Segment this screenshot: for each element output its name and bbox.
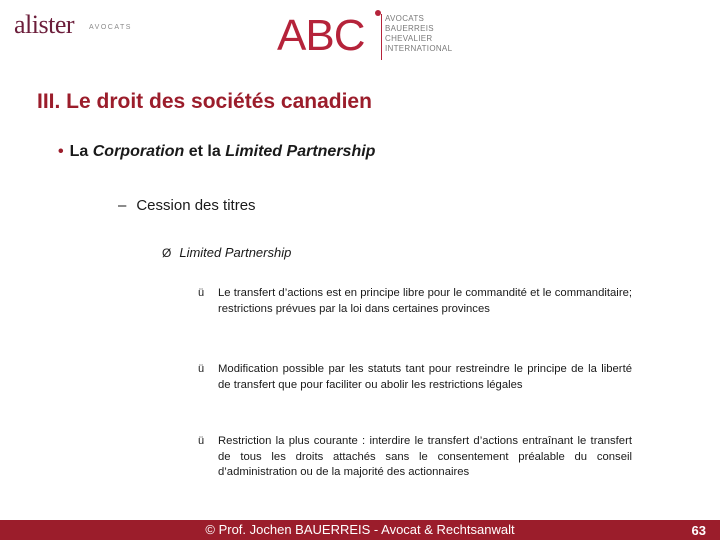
- level1-text-corporation: Corporation: [92, 143, 185, 160]
- slide-header: [0, 0, 720, 70]
- level3-arrow-item: [162, 245, 291, 260]
- check-item-text: Modification possible par les statuts tant pour restreindre le principe de la liberté de transfert que pour faciliter ou abolir les restrictions légales: [218, 363, 632, 391]
- abci-logo-line-1: AVOCATS: [385, 14, 425, 23]
- abci-logo-line-3: CHEVALIER: [385, 34, 433, 43]
- page-number: 63: [691, 523, 706, 538]
- level1-text-part1: La: [69, 143, 93, 160]
- dash-icon: –: [118, 197, 127, 214]
- footer-copyright: © Prof. Jochen BAUERREIS - Avocat & Rechtsanwalt: [205, 522, 515, 537]
- slide-title: III. Le droit des sociétés canadien: [37, 90, 372, 113]
- check-item-text: Le transfert d’actions est en principe libre pour le commandité et le commanditaire; restrictions prévues par la loi dans certaines provinces: [218, 287, 632, 315]
- abci-logo-text: [385, 14, 452, 54]
- slide-footer: [0, 520, 720, 540]
- abci-logo-divider: [381, 14, 382, 60]
- abc-logo: ABC: [277, 11, 365, 60]
- check-item-2: [198, 362, 632, 393]
- checkmark-icon: ü: [198, 435, 205, 447]
- level1-text-limited-partnership: Limited Partnership: [225, 143, 376, 160]
- checkmark-icon: ü: [198, 287, 205, 299]
- level1-bullet-item: [58, 143, 375, 161]
- level2-dash-item: [118, 197, 256, 214]
- check-item-3: [198, 434, 632, 481]
- check-item-text: Restriction la plus courante : interdire le transfert d’actions entraînant le transfert de tous les droits attachés sans le consentement préalable du conseil d’administration ou de la majorité des actionnaires: [218, 435, 632, 478]
- check-item-1: [198, 286, 632, 317]
- abci-logo-line-4: INTERNATIONAL: [385, 44, 453, 53]
- arrow-bullet-icon: Ø: [162, 246, 172, 260]
- checkmark-icon: ü: [198, 363, 205, 375]
- level2-text: Cession des titres: [136, 197, 256, 214]
- abci-logo-line-2: BAUERREIS: [385, 24, 434, 33]
- level1-text-part3: et la: [184, 143, 226, 160]
- bullet-icon: •: [58, 143, 64, 160]
- alister-logo: alister: [14, 10, 75, 39]
- level3-text: Limited Partnership: [179, 245, 292, 260]
- alister-logo-subtitle: AVOCATS: [89, 24, 132, 31]
